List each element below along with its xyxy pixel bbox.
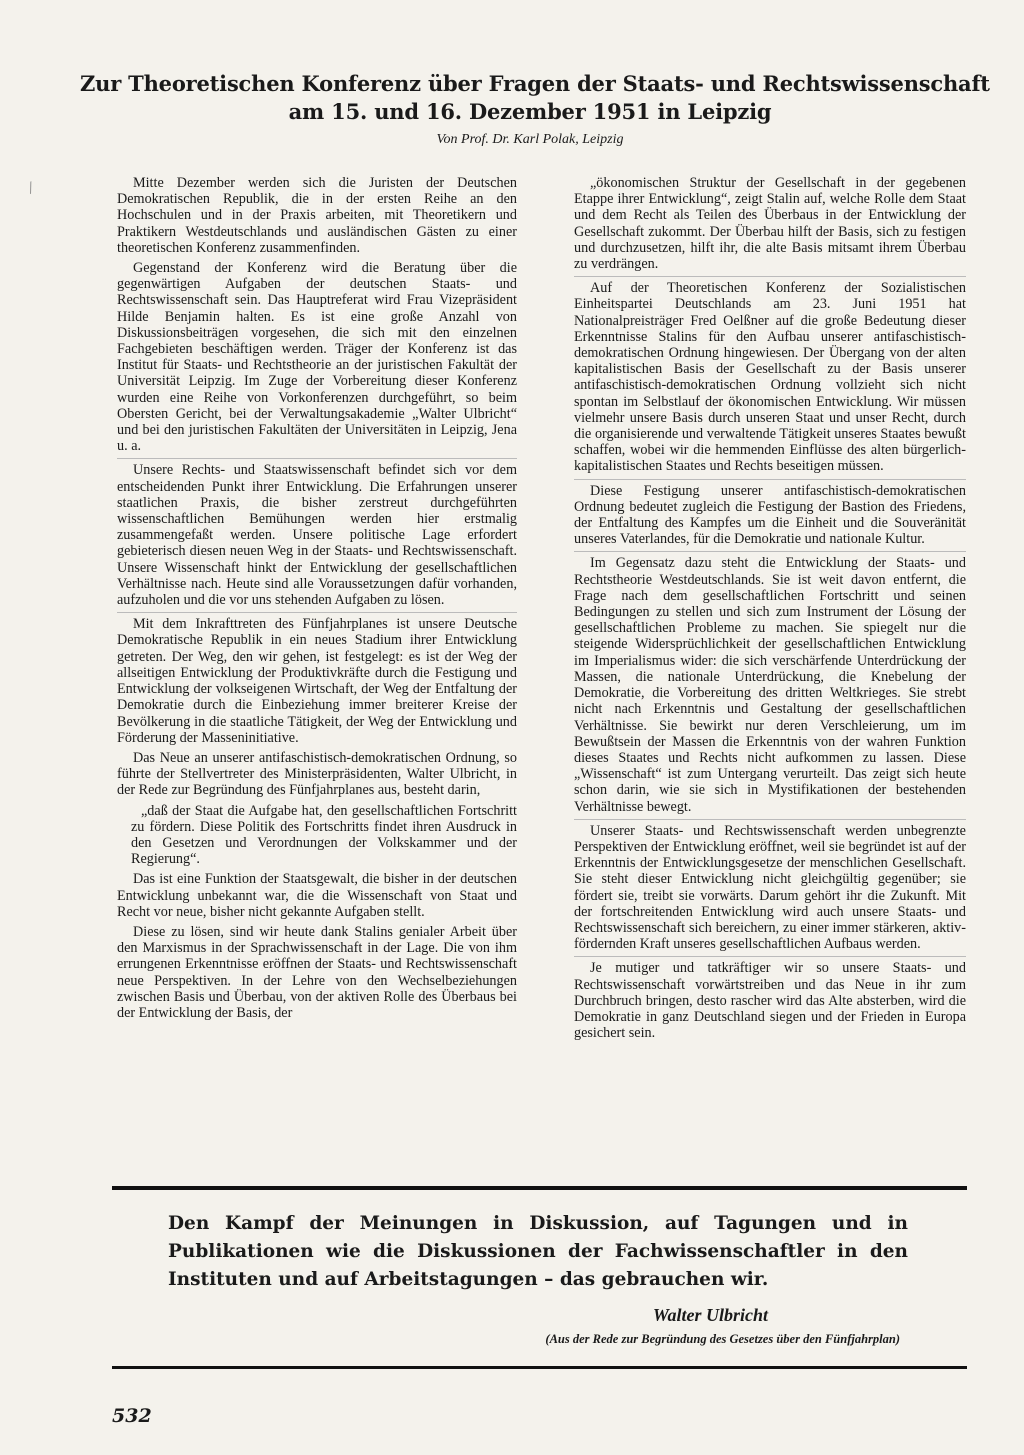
- paragraph: Das ist eine Funktion der Staatsgewalt, die bisher in der deutschen Entwicklung unbekannt war, die die Wissenschaft von Staat und Recht vor neue, bisher nicht gekannte Aufgaben stellt.: [117, 871, 517, 920]
- quote-author: Walter Ulbricht: [652, 1305, 768, 1325]
- right-column: [574, 175, 966, 1045]
- paragraph: Mit dem Inkrafttreten des Fünfjahrplanes ist unsere Deutsche Demokratische Republik in ein neues Stadium ihrer Entwicklung getreten. Der Weg, den wir gehen, ist festgelegt: es ist der Weg der allseitigen Entwicklung der Produktivkräfte durch die Festigung und Entwicklung der volkseigenen Wirtschaft, der Weg der Entfaltung der Demokratie durch die Einbeziehung immer breiterer Kreise der Bevölkerung in die staatliche Tätigkeit, der Weg der Entwicklung und Förderung der Masseninitiative.: [117, 612, 517, 746]
- paragraph: „ökonomischen Struktur der Gesellschaft in der gegebenen Etappe ihrer Entwicklung“, zeigt Stalin auf, welche Rolle dem Staat und dem Recht als Teilen des Überbaus in der Entwicklung der Gesellschaft zukommt. Der Überbau hilft der Basis, sich zu festigen und durchzusetzen, hilft ihr, die alte Basis mitsamt ihrem Überbau zu verdrängen.: [574, 175, 966, 273]
- paragraph: Das Neue an unserer antifaschistisch-demokratischen Ordnung, so führte der Stellvertreter des Ministerpräsidenten, Walter Ulbricht, in der Rede zur Begründung des Fünfjahrplanes aus, besteht darin,: [117, 749, 517, 799]
- quote-source: (Aus der Rede zur Begründung des Gesetzes über den Fünfjahrplan): [545, 1332, 900, 1346]
- article-title: [80, 70, 990, 126]
- paragraph: Im Gegensatz dazu steht die Entwicklung der Staats- und Rechtstheorie Westdeutschlands. Sie ist weit davon entfernt, die Frage nach dem gesellschaftlichen Fortschritt und seinen Bedingungen zu stellen und sich zum Instrument der Lösung der gesellschaftlichen Probleme zu machen. Sie spiegelt nur die steigende Widersprüchlichkeit der gesellschaftlichen Entwicklung im Imperialismus wider: die sich verschärfende Unterdrückung der Massen, die nationale Unterdrückung, die Knebelung der Demokratie, die Vorbereitung des dritten Weltkrieges. Sie strebt nicht nach Erkenntnis und Gestaltung der gesellschaftlichen Verhältnisse. Sie bewirkt nur deren Verschleierung, um im Bewußtsein der Massen die Erkenntnis von der wahren Funktion dieses Staates und Rechts nicht aufkommen zu lassen. Diese „Wissenschaft“ ist zum Untergang verurteilt. Das zeigt sich heute schon darin, wie sie sich in Mystifikationen der bestehenden Verhältnisse bewegt.: [574, 551, 966, 814]
- paragraph: Mitte Dezember werden sich die Juristen der Deutschen Demokratischen Republik, die in der ersten Reihe an den Hochschulen und in der Praxis arbeiten, mit Theoretikern und Praktikern Westdeutschlands und ausländischen Gästen zu einer theoretischen Konferenz zusammenfinden.: [117, 175, 517, 256]
- paragraph: Je mutiger und tatkräftiger wir so unsere Staats- und Rechtswissenschaft vorwärtstreiben und das Neue in ihr zum Durchbruch bringen, desto rascher wird das Alte absterben, wird die Demokratie in ganz Deutschland siegen und der Frieden in Europa gesichert sein.: [574, 956, 966, 1041]
- title-line-1: Zur Theoretischen Konferenz über Fragen der Staats- und Rechtswissenschaft: [80, 71, 990, 96]
- paragraph: Auf der Theoretischen Konferenz der Sozialistischen Einheitspartei Deutschlands am 23. Juni 1951 hat Nationalpreisträger Fred Oelßner auf die große Bedeutung dieser Erkenntnisse Stalins für den Aufbau unserer antifaschistisch-demokratischen Ordnung hingewiesen. Der Übergang von der alten kapitalistischen Basis der Gesellschaft zu der Basis unserer antifaschistisch-demokratischen Ordnung vollzieht sich nicht spontan im Selbstlauf der ökonomischen Entwicklung. Wir müssen vielmehr unsere Basis durch unseren Staat und unser Recht, durch die organisierende und verwaltende Tätigkeit unseres Staates bewußt schaffen, wobei wir die hemmenden Einflüsse des alten bürgerlich-kapitalistischen Staates und Rechts beseitigen müssen.: [574, 276, 966, 474]
- title-line-2: am 15. und 16. Dezember 1951 in Leipzig: [288, 99, 772, 124]
- divider-rule-top: [112, 1186, 967, 1190]
- left-column: [117, 175, 517, 1025]
- divider-rule-bottom: [112, 1366, 967, 1369]
- byline: Von Prof. Dr. Karl Polak, Leipzig: [436, 132, 624, 147]
- page-number: 532: [112, 1405, 152, 1427]
- paragraph: Gegenstand der Konferenz wird die Beratung über die gegenwärtigen Aufgaben der deutschen Staats- und Rechtswissenschaft sein. Das Hauptreferat wird Frau Vizepräsident Hilde Benjamin halten. Es ist eine große Anzahl von Diskussionsbeiträgen vorgesehen, die sich mit den einzelnen Fachgebieten beschäftigen werden. Träger der Konferenz ist das Institut für Staats- und Rechtstheorie an der juristischen Fakultät der Universität Leipzig. Im Zuge der Vorbereitung dieser Konferenz wurden eine Reihe von Vorkonferenzen durchgeführt, so beim Obersten Gericht, bei der Verwaltungsakademie „Walter Ulbricht“ und bei den juristischen Fakultäten der Universitäten in Leipzig, Jena u. a.: [117, 260, 517, 455]
- ulbricht-quote: Den Kampf der Meinungen in Diskussion, auf Tagungen und in Publikationen wie die Diskussionen der Fachwissenschaftler in den Instituten und auf Arbeitstagungen – das gebrauchen wir.: [168, 1213, 908, 1290]
- paragraph: Diese zu lösen, sind wir heute dank Stalins genialer Arbeit über den Marxismus in der Sprachwissenschaft in der Lage. Die von ihm errungenen Erkenntnisse eröffnen der Staats- und Rechtswissenschaft neue Perspektiven. In der Lehre von den Wechselbeziehungen zwischen Basis und Überbau, von der aktiven Rolle des Überbaus bei der Entwicklung der Basis, der: [117, 923, 517, 1021]
- paragraph: Unsere Rechts- und Staatswissenschaft befindet sich vor dem entscheidenden Punkt ihrer Entwicklung. Die Erfahrungen unserer staatlichen Praxis, die bisher zerstreut durchgeführten wissenschaftlichen Bemühungen werden hier erstmalig zusammengefaßt werden. Unsere politische Lage erfordert gebieterisch diesen neuen Weg in der Staats- und Rechtswissenschaft. Unsere Wissenschaft hinkt der Entwicklung der gesellschaftlichen Verhältnisse nach. Heute sind alle Voraussetzungen dafür vorhanden, aufzuholen und die vor uns stehenden Aufgaben zu lösen.: [117, 458, 517, 608]
- pencil-mark-icon: ⁄: [26, 181, 37, 197]
- paragraph: Diese Festigung unserer antifaschistisch-demokratischen Ordnung bedeutet zugleich die Festigung der Bastion des Friedens, der Entfaltung des Kampfes um die Einheit und die Souveränität unseres Vaterlandes, für die Demokratie und nationale Kultur.: [574, 479, 966, 548]
- paragraph: Unserer Staats- und Rechtswissenschaft werden unbegrenzte Perspektiven der Entwicklung eröffnet, weil sie begründet ist auf der Erkenntnis der Entwicklungsgesetze der menschlichen Gesellschaft. Sie steht dieser Entwicklung nicht gleichgültig gegenüber; sie fördert sie, treibt sie vorwärts. Darum gehört ihr die Zukunft. Mit der fortschreitenden Entwicklung wird auch unsere Staats- und Rechtswissenschaft sich bereichern, zu einer immer stärkeren, aktiv-fördernden Kraft unseres gesellschaftlichen Aufbaus werden.: [574, 819, 966, 953]
- block-quote: „daß der Staat die Aufgabe hat, den gesellschaftlichen Fortschritt zu fördern. Diese Politik des Fortschritts findet ihren Ausdruck in den Gesetzen und Verordnungen der Volkskammer und der Regierung“.: [131, 802, 517, 868]
